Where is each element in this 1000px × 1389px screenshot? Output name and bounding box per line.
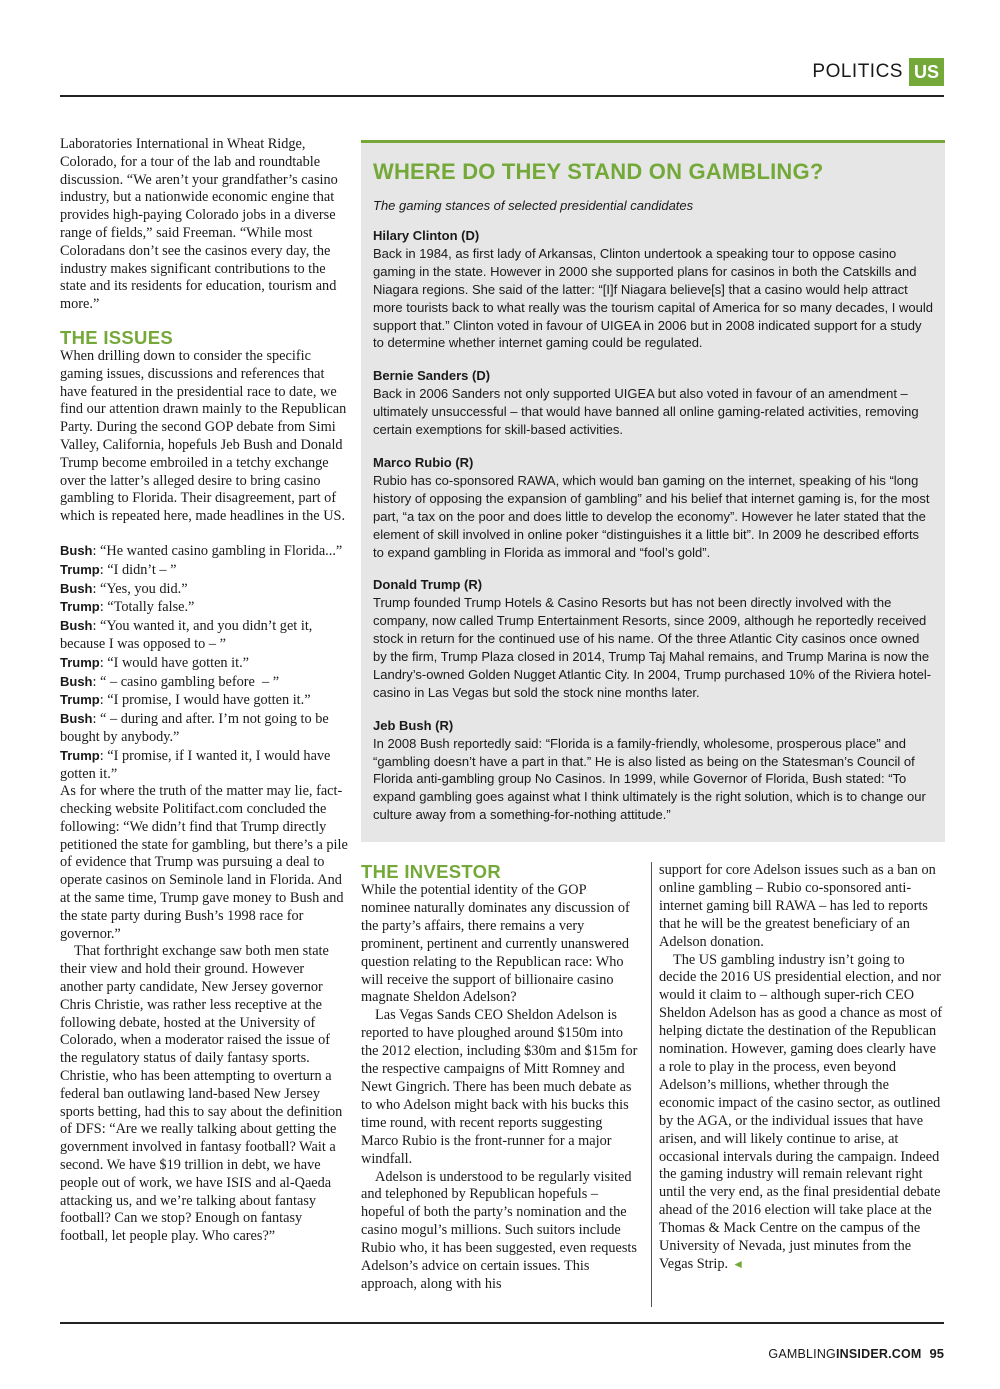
candidate-rubio — [373, 454, 933, 561]
left-column — [60, 136, 348, 1246]
speaker: Bush — [60, 542, 93, 558]
issues-heading: THE ISSUES — [60, 326, 173, 348]
speaker: Bush — [60, 580, 93, 596]
speaker: Bush — [60, 618, 93, 634]
investor-paragraph: Adelson is understood to be regularly visited and telephoned by Republican hopefuls – hopeful of both the party’s nomination and the casino mogul’s millions. Such suitors include Rubio who, it has been suggested, even requests Adelson’s advice on certain issues. This approach, along with his — [361, 1168, 637, 1292]
speaker: Bush — [60, 711, 93, 727]
quote: : “You wanted it, and you didn’t get it, because I was opposed to – ” — [60, 618, 313, 652]
dialogue-line — [60, 617, 348, 654]
quote: : “I would have gotten it.” — [99, 654, 250, 671]
dialogue-line — [60, 561, 348, 580]
issues-paragraph: When drilling down to consider the specific gaming issues, discussions and references that have featured in the presidential race to date, we find our attention drawn mainly to the Republican Party. During the second GOP debate from Simi Valley, California, hopefuls Jeb Bush and Donald Trump become embroiled in a tetchy exchange over the latter’s alleged desire to bring casino gambling to Florida. Their disagreement, part of which is repeated here, made headlines in the US. — [60, 347, 347, 525]
investor-paragraph: support for core Adelson issues such as a ban on online gambling – Rubio co-sponsored anti-internet gaming bill RAWA – has led to reports that he will be the greatest beneficiary of an Adelson donation. — [659, 862, 936, 950]
quote: : “I didn’t – ” — [99, 561, 177, 578]
speaker: Trump — [60, 561, 100, 577]
speaker: Bush — [60, 673, 93, 689]
header-rule — [60, 95, 944, 97]
quote: : “ – casino gambling before – ” — [92, 673, 280, 690]
investor-paragraph: While the potential identity of the GOP nominee naturally dominates any discussion of the party’s affairs, there remains a very prominent, pertinent and currently unanswered question relating to the Republican race: Who will receive the support of billionaire casino magnate Sheldon Adelson? — [361, 882, 630, 1006]
investor-column-2 — [659, 862, 945, 1274]
dialogue-line — [60, 747, 348, 784]
investor-column-1 — [361, 862, 638, 1294]
dialogue-line — [60, 710, 348, 747]
quote: : “I promise, I would have gotten it.” — [99, 692, 311, 709]
quote: : “Totally false.” — [99, 599, 195, 616]
candidate-name: Hilary Clinton (D) — [373, 228, 480, 243]
closing-text: The US gambling industry isn’t going to decide the 2016 US presidential election, and nor would it claim to – although super-rich CEO Sheldon Adelson has as good a chance as most of helping dictate the destination of the Republican nomination. However, gaming does clearly have a role to play in the process, even beyond Adelson’s millions, whether through the economic impact of the casino sector, as outlined by the AGA, or the individual issues that have arisen, and will likely continue to arise, at occasional intervals during the campaign. Indeed the gaming industry will remain relevant right until the very end, as the final presidential debate ahead of the 2016 election will take place at the Thomas & Mack Centre on the campus of the University of Nevada, just minutes from the Vegas Strip. — [659, 951, 943, 1272]
speaker: Trump — [60, 654, 100, 670]
candidate-name: Jeb Bush (R) — [373, 717, 454, 733]
dialogue-line — [60, 673, 348, 692]
dialogue-line — [60, 654, 348, 673]
quote: : “Yes, you did.” — [92, 580, 188, 597]
dialogue-line — [60, 691, 348, 710]
candidate-name: Bernie Sanders (D) — [373, 368, 491, 384]
candidate-trump — [373, 576, 933, 701]
candidate-stance: Trump founded Trump Hotels & Casino Resorts but has not been directly involved with the company, now called Trump Entertainment Resorts, since 2009, although he reportedly received stock in return for the continued use of his name. Of the three Atlantic City casinos once owned by the firm, Trump Plaza closed in 2014, Trump Taj Mahal remains, and Trump Marina is now the Landry’s-owned Golden Nugget Atlantic City. In 2004, Trump purchased 10% of the Riviera hotel-casino in Las Vegas but sold the stock nine months later. — [373, 595, 932, 700]
candidate-name: Marco Rubio (R) — [373, 454, 474, 470]
intro-paragraph: Laboratories International in Wheat Ridge, Colorado, for a tour of the lab and roundtable discussion. “We aren’t your grandfather’s casino industry, but a nationwide economic engine that provides high-paying Colorado jobs in a diverse range of fields,” said Freeman. “While most Coloradans don’t see the casinos every day, the industry makes significant contributions to the state and its residents for education, tourism and more.” — [60, 136, 338, 313]
speaker: Trump — [60, 747, 100, 763]
footer-site-name: GAMBLING — [768, 1346, 836, 1361]
section-label: POLITICS — [812, 61, 903, 82]
end-of-article-icon: ◄ — [732, 1256, 744, 1271]
quote: : “He wanted casino gambling in Florida...” — [92, 542, 343, 559]
quote: : “I promise, if I wanted it, I would have gotten it.” — [60, 747, 331, 782]
speaker: Trump — [60, 599, 100, 615]
page-number: 95 — [929, 1346, 944, 1361]
section-header — [812, 58, 944, 86]
candidate-stance: Rubio has co-sponsored RAWA, which would ban gaming on the internet, speaking of his “long history of opposing the expansion of gambling” and his belief that internet gaming is, for the most part, “a tax on the poor and does little to develop the economy”. However he later stated that the element of skill involved in online poker “distinguishes it a little bit”. In 2009 he described efforts to expand gambling in Florida as immoral and “fool’s gold”. — [373, 472, 930, 560]
candidate-clinton — [373, 227, 933, 352]
investor-paragraph — [659, 952, 945, 1274]
box-subtitle: The gaming stances of selected presidential candidates — [373, 198, 694, 213]
footer-rule — [60, 1322, 944, 1324]
candidate-bush — [373, 717, 933, 824]
box-title: WHERE DO THEY STAND ON GAMBLING? — [373, 159, 824, 184]
christie-paragraph: That forthright exchange saw both men state their view and hold their ground. However another party candidate, New Jersey governor Chris Christie, was rather less receptive at the following debate, hosted at the University of Colorado, when a moderator raised the issue of the regulatory status of daily fantasy sports. Christie, who has been attempting to overturn a federal ban outlawing land-based New Jersey sports betting, had this to say about the definition of DFS: “Are we really talking about getting the government involved in fantasy football? Wait a second. We have $19 trillion in debt, we have people out of work, we have ISIS and al-Qaeda attacking us, and we’re talking about fantasy football? Can we stop? Enough on fantasy football, let people play. Who cares?” — [60, 943, 343, 1245]
dialogue-line — [60, 542, 348, 561]
investor-paragraph: Las Vegas Sands CEO Sheldon Adelson is reported to have ploughed around $150m into the 2012 election, including $30m and $15m for the respective campaigns of Mitt Romney and Newt Gingrich. There has been much debate as to who Adelson might back with his bucks this time round, with recent reports suggesting Marco Rubio is the front-runner for a major windfall. — [361, 1007, 638, 1167]
candidate-stance: In 2008 Bush reportedly said: “Florida is a family-friendly, wholesome, prosperous place” and “gambling doesn’t have a part in that.” He is also listed as being on the Statesman’s Council of Florida anti-gambling group No Casinos. In 1999, while Governor of Florida, Bush stated: “To expand gambling goes against what I think ultimately is the right solution, which is to change our culture away from a something-for-nothing attitude.” — [373, 735, 926, 823]
debate-dialogue — [60, 542, 348, 783]
gambling-stances-box — [361, 140, 945, 842]
candidate-sanders — [373, 367, 933, 439]
quote: : “ – during and after. I’m not going to be bought by anybody.” — [60, 711, 329, 745]
candidate-stance: Back in 2006 Sanders not only supported UIGEA but also voted in favour of an amendment – ultimately unsuccessful – that would have banned all online gaming-related activities, removing certain exemptions for skill-based activities. — [373, 386, 919, 438]
column-divider — [651, 862, 652, 1307]
speaker: Trump — [60, 692, 100, 708]
candidate-stance: Back in 1984, as first lady of Arkansas, Clinton undertook a speaking tour to oppose casino gaming in the state. However in 2000 she supported plans for casinos in both the Catskills and Niagara regions. She said of the latter: “[I]f Niagara believe[s] that a casino would help attract more tourists back to what really was the tourism capital of America for so many decades, I would support that.” Clinton voted in favour of UIGEA in 2006 but in 2008 indicated support for a study to determine whether internet gaming could be regulated. — [373, 245, 933, 351]
investor-heading: THE INVESTOR — [361, 861, 501, 882]
candidate-name: Donald Trump (R) — [373, 577, 483, 593]
dialogue-line — [60, 580, 348, 599]
factcheck-paragraph: As for where the truth of the matter may lie, fact-checking website Politifact.com concluded the following: “We didn’t find that Trump directly petitioned the state for gambling, but there’s a pile of evidence that Trump was pursuing a deal to operate casinos on Seminole land in Florida. And at the same time, Trump gave money to Bush and the state party during Bush’s 1998 race for governor.” — [60, 783, 348, 942]
page-footer — [768, 1346, 944, 1361]
section-badge: US — [909, 58, 944, 86]
dialogue-line — [60, 598, 348, 617]
footer-site-domain: INSIDER.COM — [835, 1346, 922, 1361]
